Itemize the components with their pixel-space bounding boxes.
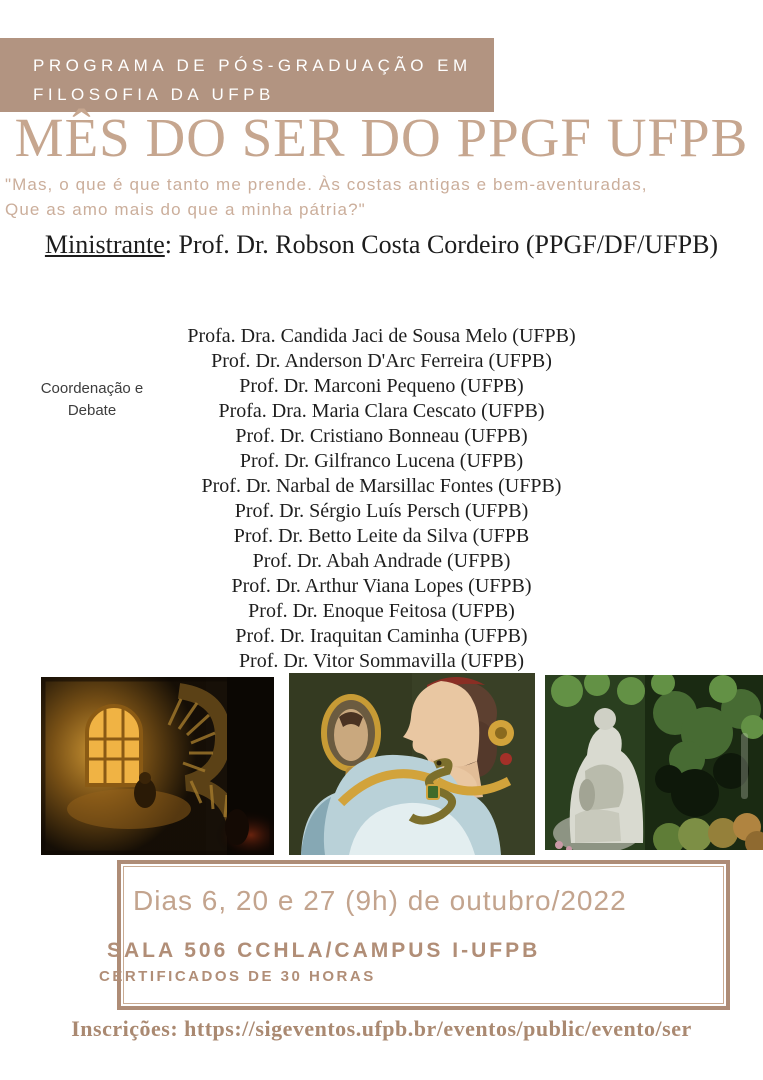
speaker-line	[0, 230, 763, 260]
quote-line-1: "Mas, o que é que tanto me prende. Às costas antigas e bem-aventuradas,	[5, 175, 648, 194]
speaker-label: Ministrante	[44, 230, 165, 259]
certificate-info: CERTIFICADOS DE 30 HORAS	[99, 968, 376, 985]
event-details-box	[117, 860, 730, 1010]
professor-item: Prof. Dr. Gilfranco Lucena (UFPB)	[239, 450, 524, 472]
mirror-allegory-painting-image	[289, 673, 535, 855]
program-name-line1: PROGRAMA DE PÓS-GRADUAÇÃO EM	[33, 56, 472, 75]
professor-item: Prof. Dr. Vitor Sommavilla (UFPB)	[238, 650, 525, 672]
event-location: SALA 506 CCHLA/CAMPUS I-UFPB	[107, 939, 541, 962]
professor-item: Prof. Dr. Narbal de Marsillac Fontes (UFPB)	[201, 475, 562, 497]
professor-item: Prof. Dr. Anderson D'Arc Ferreira (UFPB)	[211, 350, 552, 372]
epigraph-quote	[5, 172, 648, 222]
speaker-name: : Prof. Dr. Robson Costa Cordeiro (PPGF/DF/UFPB)	[164, 230, 719, 259]
professor-item: Prof. Dr. Marconi Pequeno (UFPB)	[239, 375, 524, 397]
professor-item: Prof. Dr. Sérgio Luís Persch (UFPB)	[234, 500, 529, 522]
professor-item: Prof. Dr. Abah Andrade (UFPB)	[252, 550, 511, 572]
professor-item: Prof. Dr. Enoque Feitosa (UFPB)	[248, 600, 515, 622]
professor-item: Prof. Dr. Betto Leite da Silva (UFPB	[233, 525, 530, 547]
quote-line-2: Que as amo mais do que a minha pátria?"	[5, 200, 366, 219]
event-dates: Dias 6, 20 e 27 (9h) de outubro/2022	[133, 885, 627, 916]
event-title: MÊS DO SER DO PPGF UFPB	[14, 107, 749, 168]
professor-item: Profa. Dra. Maria Clara Cescato (UFPB)	[218, 400, 545, 422]
coordination-line-2: Debate	[67, 402, 117, 419]
professor-item: Prof. Dr. Cristiano Bonneau (UFPB)	[235, 425, 528, 447]
registration-url: Inscrições: https://sigeventos.ufpb.br/eventos/public/evento/ser	[71, 1016, 692, 1041]
program-header-bar	[0, 38, 494, 112]
professors-list	[0, 324, 763, 674]
coordination-line-1: Coordenação e	[40, 380, 144, 397]
philosopher-painting-image	[41, 677, 274, 855]
professor-item: Prof. Dr. Iraquitan Caminha (UFPB)	[235, 625, 528, 647]
garden-statue-photo-image	[545, 675, 763, 850]
professor-item: Profa. Dra. Candida Jaci de Sousa Melo (UFPB)	[187, 325, 576, 347]
program-name-line2: FILOSOFIA DA UFPB	[33, 85, 275, 104]
professor-item: Prof. Dr. Arthur Viana Lopes (UFPB)	[231, 575, 532, 597]
